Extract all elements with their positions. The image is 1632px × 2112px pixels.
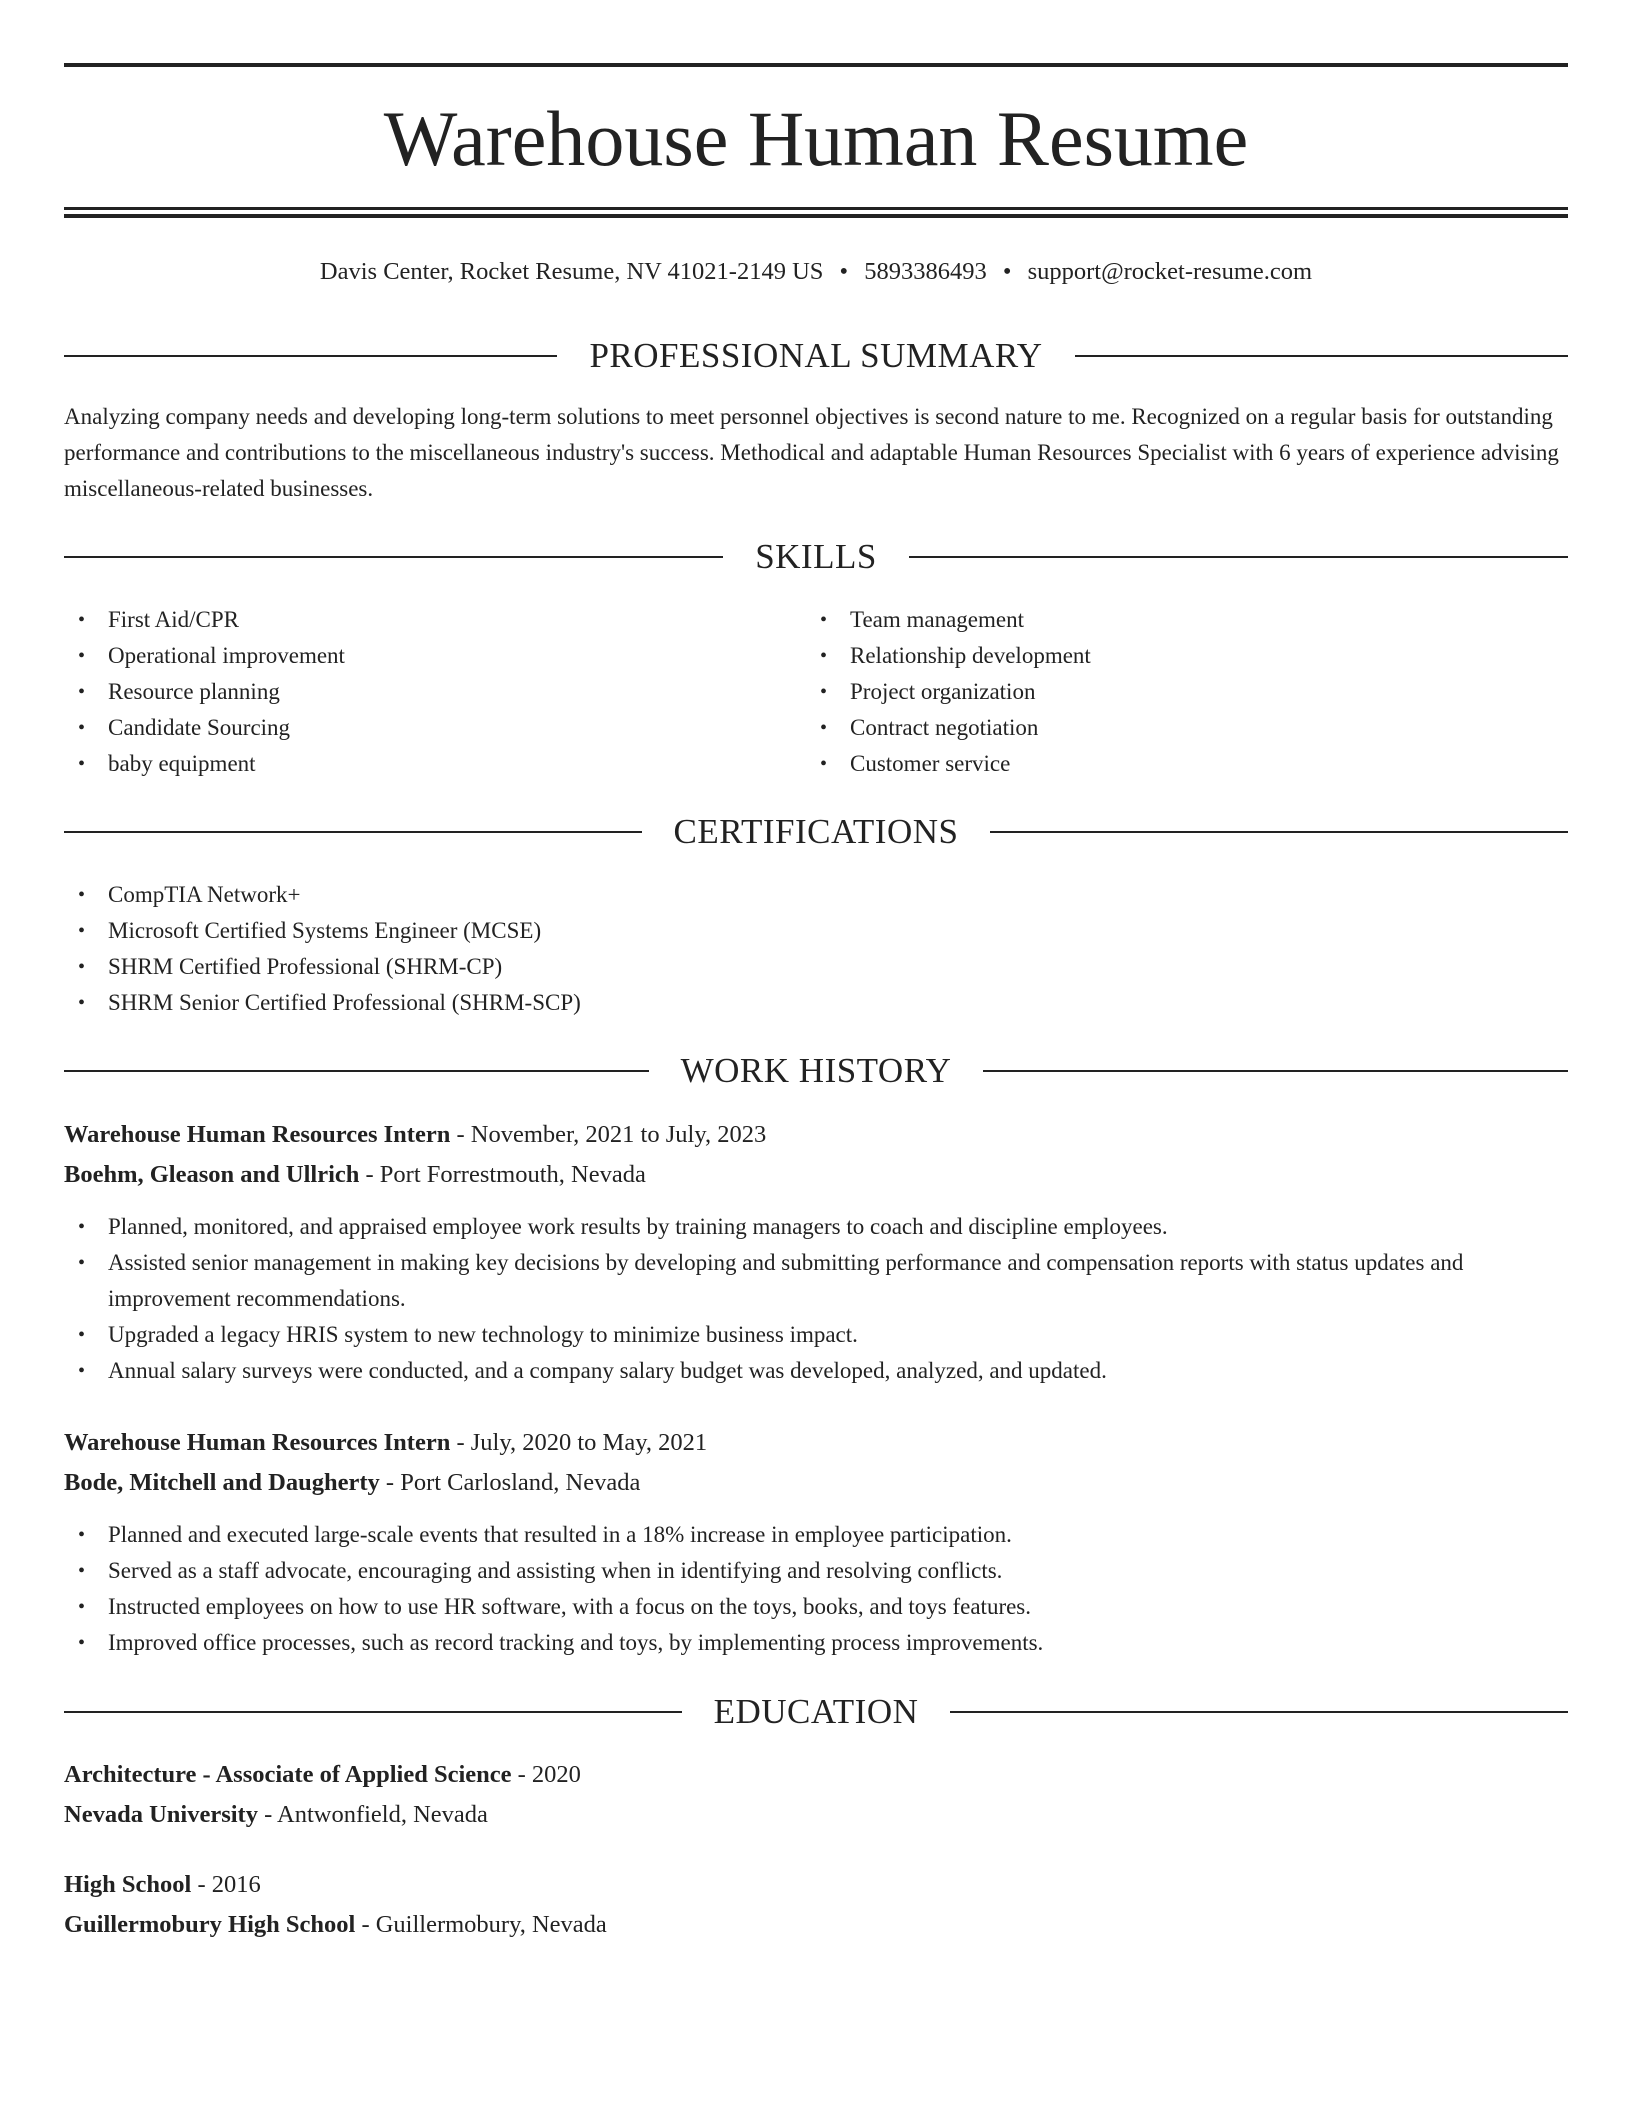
duty-item: • Upgraded a legacy HRIS system to new technology to minimize business impact. bbox=[64, 1317, 1568, 1353]
contact-separator: • bbox=[1002, 258, 1012, 285]
certification-item: • CompTIA Network+ bbox=[64, 877, 1568, 913]
duty-item: • Planned and executed large-scale events that resulted in a 18% increase in employee participation. bbox=[64, 1517, 1568, 1553]
job-title: Warehouse Human Resources Intern bbox=[64, 1121, 451, 1148]
education-school-line bbox=[64, 1905, 1568, 1945]
certification-item: • SHRM Certified Professional (SHRM-CP) bbox=[64, 949, 1568, 985]
summary-heading bbox=[64, 334, 1568, 378]
duty-item: • Served as a staff advocate, encouraging and assisting when in identifying and resolving conflicts. bbox=[64, 1553, 1568, 1589]
certification-item: • SHRM Senior Certified Professional (SHRM-SCP) bbox=[64, 985, 1568, 1021]
job-dates: - November, 2021 to July, 2023 bbox=[456, 1121, 767, 1148]
duty-item: • Assisted senior management in making key decisions by developing and submitting performance and compensation reports with status updates and improvement recommendations. bbox=[64, 1245, 1568, 1317]
skills-list-right bbox=[806, 602, 1546, 782]
contact-separator: • bbox=[839, 258, 849, 285]
job-dates: - July, 2020 to May, 2021 bbox=[456, 1429, 708, 1456]
skill-item: • Customer service bbox=[806, 746, 1546, 782]
resume-title: Warehouse Human Resume bbox=[383, 95, 1249, 182]
education-year: - 2016 bbox=[197, 1871, 261, 1898]
skill-item: • Project organization bbox=[806, 674, 1546, 710]
skills-heading-label: SKILLS bbox=[755, 537, 877, 576]
education-location: - Guillermobury, Nevada bbox=[361, 1911, 607, 1938]
education-degree-line bbox=[64, 1865, 1568, 1905]
job-duties-list bbox=[64, 1209, 1568, 1389]
heading-rule bbox=[64, 556, 723, 558]
contact-address: Davis Center, Rocket Resume, NV 41021-2149 US bbox=[319, 258, 824, 285]
certifications-list bbox=[64, 877, 1568, 1021]
job-company-line bbox=[64, 1463, 1568, 1503]
skills-heading bbox=[64, 535, 1568, 579]
work-history-heading bbox=[64, 1049, 1568, 1093]
heading-rule bbox=[1075, 355, 1568, 357]
heading-rule bbox=[909, 556, 1568, 558]
job-location: - Port Carlosland, Nevada bbox=[385, 1469, 641, 1496]
education-school: Guillermobury High School bbox=[64, 1911, 356, 1938]
education-heading bbox=[64, 1690, 1568, 1734]
heading-rule bbox=[990, 831, 1568, 833]
heading-rule bbox=[64, 831, 642, 833]
summary-heading-label: PROFESSIONAL SUMMARY bbox=[589, 336, 1043, 375]
heading-rule bbox=[64, 1070, 649, 1072]
job-company-line bbox=[64, 1155, 1568, 1195]
job-title-line bbox=[64, 1423, 1568, 1463]
job-duties-list bbox=[64, 1517, 1568, 1661]
skill-item: • Relationship development bbox=[806, 638, 1546, 674]
job-title-line bbox=[64, 1115, 1568, 1155]
job-company: Bode, Mitchell and Daugherty bbox=[64, 1469, 380, 1496]
skill-item: • First Aid/CPR bbox=[64, 602, 804, 638]
top-rule bbox=[64, 63, 1568, 67]
duty-item: • Planned, monitored, and appraised employee work results by training managers to coach and discipline employees. bbox=[64, 1209, 1568, 1245]
education-degree: Architecture - Associate of Applied Science bbox=[64, 1761, 512, 1788]
job-company: Boehm, Gleason and Ullrich bbox=[64, 1161, 360, 1188]
skill-item: • Team management bbox=[806, 602, 1546, 638]
education-heading-label: EDUCATION bbox=[713, 1692, 919, 1731]
contact-phone: 5893386493 bbox=[864, 258, 987, 285]
summary-text: Analyzing company needs and developing long-term solutions to meet personnel objectives is second nature to me. Recognized on a regular basis for outstanding performance and contributions to the miscellaneous industry's success. Methodical and adaptable Human Resources Specialist with 6 years of experience advising miscellaneous-related businesses. bbox=[64, 404, 1559, 501]
duty-item: • Improved office processes, such as record tracking and toys, by implementing process improvements. bbox=[64, 1625, 1568, 1661]
contact-email: support@rocket-resume.com bbox=[1027, 258, 1313, 285]
certification-item: • Microsoft Certified Systems Engineer (MCSE) bbox=[64, 913, 1568, 949]
education-degree: High School bbox=[64, 1871, 192, 1898]
education-year: - 2020 bbox=[517, 1761, 581, 1788]
duty-item: • Instructed employees on how to use HR software, with a focus on the toys, books, and toys features. bbox=[64, 1589, 1568, 1625]
title-double-rule bbox=[64, 207, 1568, 218]
contact-line bbox=[64, 254, 1568, 290]
skill-item: • Operational improvement bbox=[64, 638, 804, 674]
job-location: - Port Forrestmouth, Nevada bbox=[365, 1161, 646, 1188]
heading-rule bbox=[983, 1070, 1568, 1072]
education-school-line bbox=[64, 1795, 1568, 1835]
skill-item: • baby equipment bbox=[64, 746, 804, 782]
heading-rule bbox=[64, 1711, 682, 1713]
duty-item: • Annual salary surveys were conducted, and a company salary budget was developed, analyzed, and updated. bbox=[64, 1353, 1568, 1389]
education-location: - Antwonfield, Nevada bbox=[264, 1801, 488, 1828]
skills-list-left bbox=[64, 602, 804, 782]
certifications-heading bbox=[64, 810, 1568, 854]
education-school: Nevada University bbox=[64, 1801, 258, 1828]
skill-item: • Resource planning bbox=[64, 674, 804, 710]
certifications-heading-label: CERTIFICATIONS bbox=[673, 812, 959, 851]
work-history-heading-label: WORK HISTORY bbox=[680, 1051, 952, 1090]
heading-rule bbox=[950, 1711, 1568, 1713]
education-degree-line bbox=[64, 1755, 1568, 1795]
skill-item: • Candidate Sourcing bbox=[64, 710, 804, 746]
heading-rule bbox=[64, 355, 557, 357]
job-title: Warehouse Human Resources Intern bbox=[64, 1429, 451, 1456]
skill-item: • Contract negotiation bbox=[806, 710, 1546, 746]
